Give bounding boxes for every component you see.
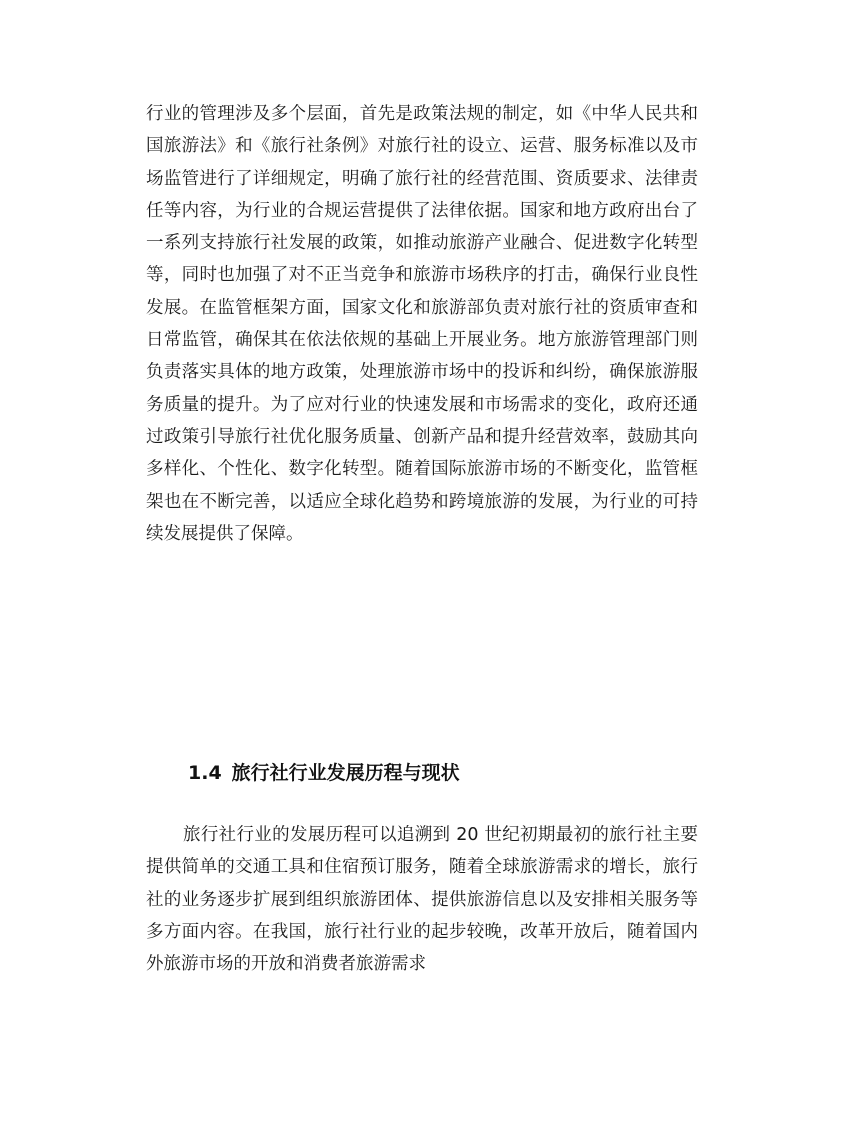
body-paragraph-regulation: 行业的管理涉及多个层面，首先是政策法规的制定，如《中华人民共和国旅游法》和《旅行社条例》对旅行社的设立、运营、服务标准以及市场监管进行了详细规定，明确了旅行社的经营范围、资质要求、法律责任等内容，为行业的合规运营提供了法律依据。国家和地方政府出台了一系列支持旅行社发展的政策，如推动旅游产业融合、促进数字化转型等，同时也加强了对不正当竞争和旅游市场秩序的打击，确保行业良性发展。在监管框架方面，国家文化和旅游部负责对旅行社的资质审查和日常监管，确保其在依法依规的基础上开展业务。地方旅游管理部门则负责落实具体的地方政策，处理旅游市场中的投诉和纠纷，确保旅游服务质量的提升。为了应对行业的快速发展和市场需求的变化，政府还通过政策引导旅行社优化服务质量、创新产品和提升经营效率，鼓励其向多样化、个性化、数字化转型。随着国际旅游市场的不断变化，监管框架也在不断完善，以适应全球化趋势和跨境旅游的发展，为行业的可持续发展提供了保障。 (146, 104, 698, 544)
body-paragraph-history: 旅行社行业的发展历程可以追溯到 20 世纪初期最初的旅行社主要提供简单的交通工具和住宿预订服务，随着全球旅游需求的增长，旅行社的业务逐步扩展到组织旅游团体、提供旅游信息以及安排相关服务等多方面内容。在我国，旅行社行业的起步较晚，改革开放后，随着国内外旅游市场的开放和消费者旅游需求 (146, 825, 698, 975)
section-title: 旅行社行业发展历程与现状 (231, 762, 460, 784)
section-heading (188, 758, 460, 785)
section-number: 1.4 (188, 762, 222, 784)
